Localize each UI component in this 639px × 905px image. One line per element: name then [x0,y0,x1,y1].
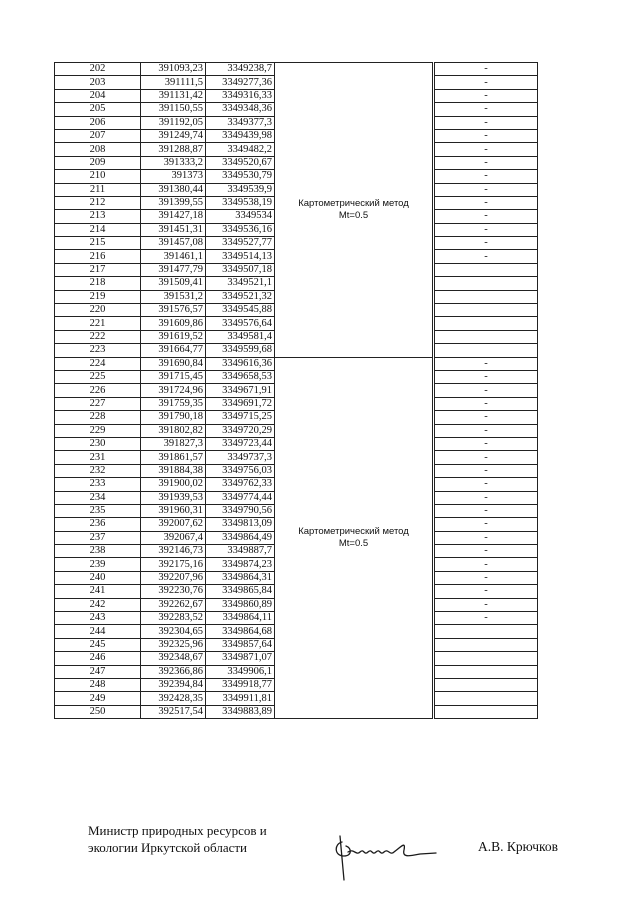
y-coordinate-cell: 3349865,84 [206,585,275,598]
point-number-cell: 217 [55,263,141,276]
x-coordinate-cell: 391131,42 [141,89,206,102]
mark-cell: - [435,170,538,183]
y-coordinate-cell: 3349871,07 [206,652,275,665]
point-number-cell: 220 [55,304,141,317]
x-coordinate-cell: 391111,5 [141,76,206,89]
point-number-cell: 238 [55,545,141,558]
x-coordinate-cell: 391192,05 [141,116,206,129]
x-coordinate-cell: 391790,18 [141,411,206,424]
y-coordinate-cell: 3349439,98 [206,129,275,142]
x-coordinate-cell: 392175,16 [141,558,206,571]
x-coordinate-cell: 392325,96 [141,638,206,651]
mark-cell: - [435,598,538,611]
x-coordinate-cell: 391380,44 [141,183,206,196]
y-coordinate-cell: 3349530,79 [206,170,275,183]
point-number-cell: 243 [55,612,141,625]
mark-cell: - [435,424,538,437]
mark-cell: - [435,491,538,504]
mark-cell: - [435,504,538,517]
mark-cell [435,705,538,718]
y-coordinate-cell: 3349887,7 [206,545,275,558]
x-coordinate-cell: 391619,52 [141,330,206,343]
point-number-cell: 235 [55,504,141,517]
x-coordinate-cell: 392007,62 [141,518,206,531]
mark-cell [435,652,538,665]
y-coordinate-cell: 3349534 [206,210,275,223]
y-coordinate-cell: 3349671,91 [206,384,275,397]
point-number-cell: 230 [55,437,141,450]
mark-cell: - [435,558,538,571]
y-coordinate-cell: 3349860,89 [206,598,275,611]
y-coordinate-cell: 3349581,4 [206,330,275,343]
mark-cell: - [435,464,538,477]
point-number-cell: 222 [55,330,141,343]
y-coordinate-cell: 3349918,77 [206,678,275,691]
point-number-cell: 210 [55,170,141,183]
y-coordinate-cell: 3349774,44 [206,491,275,504]
x-coordinate-cell: 391861,57 [141,451,206,464]
point-number-cell: 234 [55,491,141,504]
mark-cell: - [435,518,538,531]
mark-cell [435,277,538,290]
x-coordinate-cell: 391802,82 [141,424,206,437]
point-number-cell: 221 [55,317,141,330]
y-coordinate-cell: 3349720,29 [206,424,275,437]
y-coordinate-cell: 3349864,68 [206,625,275,638]
mark-cell: - [435,250,538,263]
point-number-cell: 209 [55,156,141,169]
y-coordinate-cell: 3349536,16 [206,223,275,236]
mark-cell: - [435,103,538,116]
y-coordinate-cell: 3349790,56 [206,504,275,517]
x-coordinate-cell: 391759,35 [141,397,206,410]
x-coordinate-cell: 391399,55 [141,196,206,209]
point-number-cell: 242 [55,598,141,611]
y-coordinate-cell: 3349906,1 [206,665,275,678]
mark-cell: - [435,612,538,625]
y-coordinate-cell: 3349616,36 [206,357,275,370]
point-number-cell: 215 [55,237,141,250]
y-coordinate-cell: 3349883,89 [206,705,275,718]
y-coordinate-cell: 3349737,3 [206,451,275,464]
point-number-cell: 227 [55,397,141,410]
mark-cell [435,665,538,678]
mark-cell: - [435,237,538,250]
method-cell [275,357,433,719]
x-coordinate-cell: 391690,84 [141,357,206,370]
point-number-cell: 229 [55,424,141,437]
signature-image [330,822,440,882]
mark-cell: - [435,129,538,142]
mark-cell [435,678,538,691]
y-coordinate-cell: 3349238,7 [206,63,275,76]
mark-cell [435,330,538,343]
x-coordinate-cell: 391427,18 [141,210,206,223]
point-number-cell: 202 [55,63,141,76]
x-coordinate-cell: 391939,53 [141,491,206,504]
mark-cell [435,638,538,651]
mark-cell: - [435,571,538,584]
mark-cell: - [435,411,538,424]
x-coordinate-cell: 392230,76 [141,585,206,598]
x-coordinate-cell: 392366,86 [141,665,206,678]
y-coordinate-cell: 3349715,25 [206,411,275,424]
point-number-cell: 247 [55,665,141,678]
coordinates-table-body [55,63,538,719]
point-number-cell: 205 [55,103,141,116]
x-coordinate-cell: 391827,3 [141,437,206,450]
y-coordinate-cell: 3349874,23 [206,558,275,571]
mark-cell: - [435,437,538,450]
method-cell [275,63,433,358]
y-coordinate-cell: 3349507,18 [206,263,275,276]
x-coordinate-cell: 391451,31 [141,223,206,236]
point-number-cell: 203 [55,76,141,89]
point-number-cell: 248 [55,678,141,691]
mark-cell: - [435,451,538,464]
x-coordinate-cell: 392304,65 [141,625,206,638]
x-coordinate-cell: 391664,77 [141,344,206,357]
mark-cell [435,317,538,330]
x-coordinate-cell: 391249,74 [141,129,206,142]
y-coordinate-cell: 3349723,44 [206,437,275,450]
y-coordinate-cell: 3349482,2 [206,143,275,156]
x-coordinate-cell: 391150,55 [141,103,206,116]
x-coordinate-cell: 391609,86 [141,317,206,330]
coordinates-table [54,62,538,719]
point-number-cell: 244 [55,625,141,638]
x-coordinate-cell: 391457,08 [141,237,206,250]
mark-cell: - [435,210,538,223]
y-coordinate-cell: 3349545,88 [206,304,275,317]
minister-title [88,822,267,856]
y-coordinate-cell: 3349864,11 [206,612,275,625]
mark-cell: - [435,76,538,89]
minister-title-line-2: экологии Иркутской области [88,840,247,855]
y-coordinate-cell: 3349316,33 [206,89,275,102]
x-coordinate-cell: 391333,2 [141,156,206,169]
point-number-cell: 211 [55,183,141,196]
table-row [55,357,538,370]
point-number-cell: 224 [55,357,141,370]
x-coordinate-cell: 391576,57 [141,304,206,317]
point-number-cell: 219 [55,290,141,303]
x-coordinate-cell: 391531,2 [141,290,206,303]
x-coordinate-cell: 392207,96 [141,571,206,584]
point-number-cell: 214 [55,223,141,236]
y-coordinate-cell: 3349599,68 [206,344,275,357]
mark-cell: - [435,63,538,76]
table-row [55,63,538,76]
point-number-cell: 228 [55,411,141,424]
point-number-cell: 241 [55,585,141,598]
mark-cell [435,625,538,638]
mark-cell: - [435,397,538,410]
point-number-cell: 246 [55,652,141,665]
mark-cell [435,692,538,705]
point-number-cell: 207 [55,129,141,142]
minister-name: А.В. Крючков [478,839,558,854]
point-number-cell: 204 [55,89,141,102]
point-number-cell: 226 [55,384,141,397]
point-number-cell: 231 [55,451,141,464]
y-coordinate-cell: 3349514,13 [206,250,275,263]
mark-cell: - [435,196,538,209]
method-precision: Mt=0.5 [338,209,369,221]
x-coordinate-cell: 392283,52 [141,612,206,625]
point-number-cell: 213 [55,210,141,223]
x-coordinate-cell: 392146,73 [141,545,206,558]
mark-cell: - [435,116,538,129]
x-coordinate-cell: 391477,79 [141,263,206,276]
point-number-cell: 233 [55,478,141,491]
x-coordinate-cell: 391900,02 [141,478,206,491]
mark-cell: - [435,478,538,491]
mark-cell [435,290,538,303]
method-label: Картометрический метод [298,197,409,209]
y-coordinate-cell: 3349527,77 [206,237,275,250]
point-number-cell: 216 [55,250,141,263]
x-coordinate-cell: 392394,84 [141,678,206,691]
x-coordinate-cell: 391373 [141,170,206,183]
y-coordinate-cell: 3349762,33 [206,478,275,491]
y-coordinate-cell: 3349813,09 [206,518,275,531]
y-coordinate-cell: 3349658,53 [206,370,275,383]
point-number-cell: 240 [55,571,141,584]
point-number-cell: 237 [55,531,141,544]
mark-cell: - [435,183,538,196]
y-coordinate-cell: 3349576,64 [206,317,275,330]
x-coordinate-cell: 392428,35 [141,692,206,705]
x-coordinate-cell: 391724,96 [141,384,206,397]
y-coordinate-cell: 3349691,72 [206,397,275,410]
point-number-cell: 249 [55,692,141,705]
x-coordinate-cell: 391461,1 [141,250,206,263]
mark-cell: - [435,531,538,544]
x-coordinate-cell: 392517,54 [141,705,206,718]
point-number-cell: 206 [55,116,141,129]
y-coordinate-cell: 3349538,19 [206,196,275,209]
mark-cell: - [435,143,538,156]
point-number-cell: 218 [55,277,141,290]
y-coordinate-cell: 3349864,49 [206,531,275,544]
x-coordinate-cell: 392067,4 [141,531,206,544]
mark-cell: - [435,89,538,102]
mark-cell: - [435,384,538,397]
point-number-cell: 225 [55,370,141,383]
x-coordinate-cell: 391960,31 [141,504,206,517]
point-number-cell: 236 [55,518,141,531]
mark-cell: - [435,357,538,370]
y-coordinate-cell: 3349539,9 [206,183,275,196]
x-coordinate-cell: 392262,67 [141,598,206,611]
mark-cell: - [435,585,538,598]
method-precision: Mt=0.5 [338,537,369,549]
point-number-cell: 223 [55,344,141,357]
point-number-cell: 208 [55,143,141,156]
x-coordinate-cell: 391093,23 [141,63,206,76]
mark-cell [435,304,538,317]
y-coordinate-cell: 3349756,03 [206,464,275,477]
y-coordinate-cell: 3349521,1 [206,277,275,290]
x-coordinate-cell: 391715,45 [141,370,206,383]
y-coordinate-cell: 3349348,36 [206,103,275,116]
mark-cell: - [435,545,538,558]
mark-cell [435,263,538,276]
y-coordinate-cell: 3349857,64 [206,638,275,651]
y-coordinate-cell: 3349520,67 [206,156,275,169]
y-coordinate-cell: 3349277,36 [206,76,275,89]
x-coordinate-cell: 391509,41 [141,277,206,290]
y-coordinate-cell: 3349911,81 [206,692,275,705]
x-coordinate-cell: 392348,67 [141,652,206,665]
point-number-cell: 232 [55,464,141,477]
point-number-cell: 245 [55,638,141,651]
y-coordinate-cell: 3349864,31 [206,571,275,584]
mark-cell: - [435,370,538,383]
mark-cell [435,344,538,357]
mark-cell: - [435,156,538,169]
method-label: Картометрический метод [298,525,409,537]
y-coordinate-cell: 3349521,32 [206,290,275,303]
minister-title-line-1: Министр природных ресурсов и [88,823,267,838]
y-coordinate-cell: 3349377,3 [206,116,275,129]
point-number-cell: 250 [55,705,141,718]
x-coordinate-cell: 391288,87 [141,143,206,156]
x-coordinate-cell: 391884,38 [141,464,206,477]
point-number-cell: 212 [55,196,141,209]
point-number-cell: 239 [55,558,141,571]
mark-cell: - [435,223,538,236]
